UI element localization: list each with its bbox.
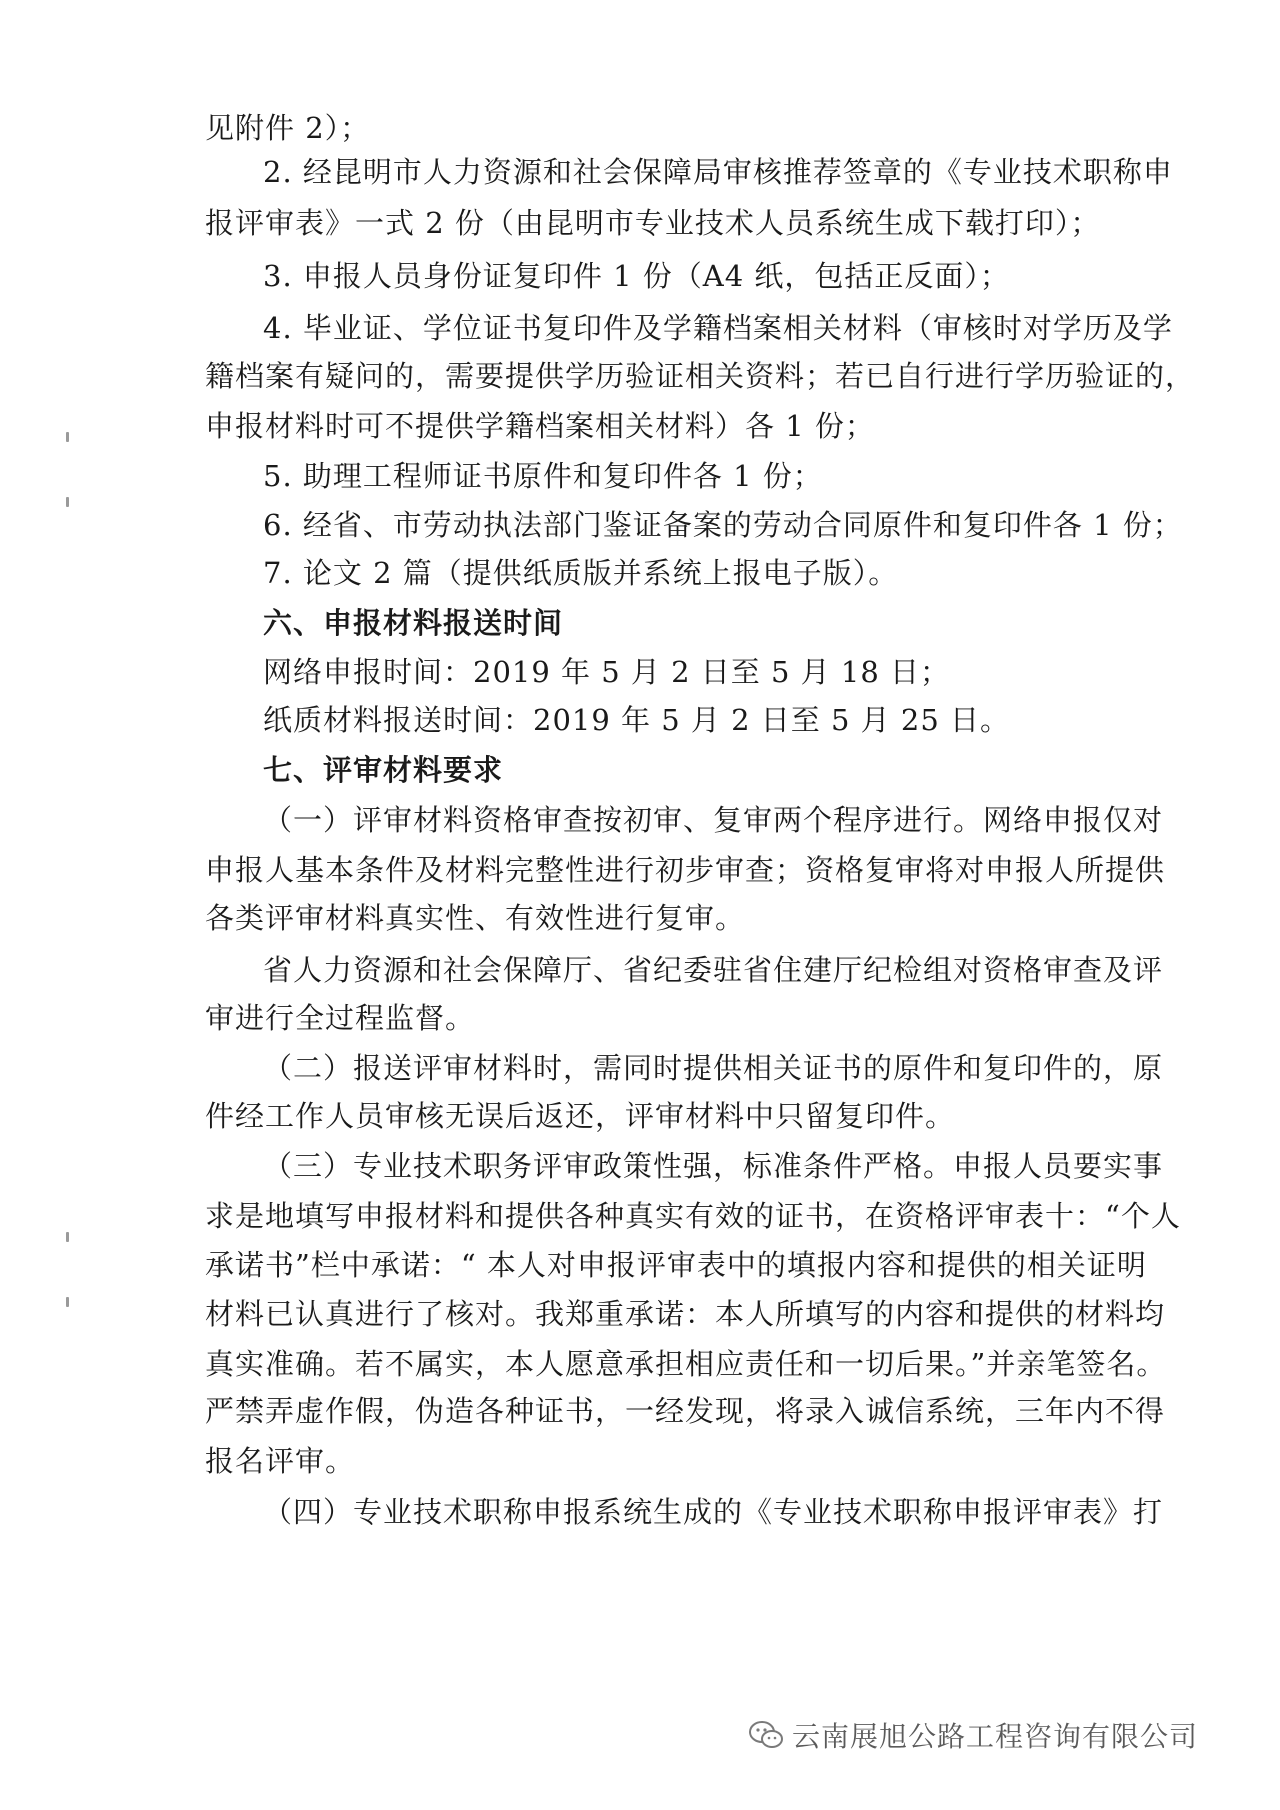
list-item: 7. 论文 2 篇（提供纸质版并系统上报电子版）。 [263, 556, 899, 590]
text-line: 材料已认真进行了核对。我郑重承诺：本人所填写的内容和提供的材料均 [205, 1297, 1166, 1331]
text-line: 申报人基本条件及材料完整性进行初步审查；资格复审将对申报人所提供 [205, 853, 1166, 887]
text-line: 纸质材料报送时间：2019 年 5 月 2 日至 5 月 25 日。 [263, 703, 1011, 737]
watermark [748, 1715, 1198, 1755]
text-line: 报评审表》一式 2 份（由昆明市专业技术人员系统生成下载打印）； [205, 206, 1101, 240]
text-line: 严禁弄虚作假，伪造各种证书，一经发现，将录入诚信系统，三年内不得 [205, 1394, 1166, 1428]
text-line: 见附件 2）； [205, 111, 371, 145]
text-line: 承诺书”栏中承诺：“ 本人对申报评审表中的填报内容和提供的相关证明 [205, 1248, 1147, 1282]
scan-mark [66, 497, 69, 507]
paragraph-start: （四）专业技术职称申报系统生成的《专业技术职称申报评审表》打 [263, 1495, 1164, 1529]
text-line: 网络申报时间：2019 年 5 月 2 日至 5 月 18 日； [263, 655, 951, 689]
section-heading: 六、申报材料报送时间 [263, 606, 564, 640]
text-line: 件经工作人员审核无误后返还，评审材料中只留复印件。 [205, 1099, 956, 1133]
text-line: 籍档案有疑问的，需要提供学历验证相关资料；若已自行进行学历验证的， [205, 359, 1196, 393]
list-item: 4. 毕业证、学位证书复印件及学籍档案相关材料（审核时对学历及学 [263, 311, 1173, 345]
list-item: 6. 经省、市劳动执法部门鉴证备案的劳动合同原件和复印件各 1 份； [263, 508, 1183, 542]
list-item: 5. 助理工程师证书原件和复印件各 1 份； [263, 459, 823, 493]
text-line: 真实准确。若不属实，本人愿意承担相应责任和一切后果。”并亲笔签名。 [205, 1347, 1167, 1381]
text-line: 求是地填写申报材料和提供各种真实有效的证书，在资格评审表十：“个人 [205, 1199, 1181, 1233]
paragraph-start: 省人力资源和社会保障厅、省纪委驻省住建厅纪检组对资格审查及评 [263, 953, 1164, 987]
paragraph-start: （二）报送评审材料时，需同时提供相关证书的原件和复印件的，原 [263, 1051, 1164, 1085]
text-line: 报名评审。 [205, 1444, 356, 1478]
paragraph-start: （一）评审材料资格审查按初审、复审两个程序进行。网络申报仅对 [263, 803, 1164, 837]
text-line: 申报材料时可不提供学籍档案相关材料）各 1 份； [205, 409, 875, 443]
text-line: 各类评审材料真实性、有效性进行复审。 [205, 901, 746, 935]
scan-mark [66, 1297, 69, 1307]
section-heading: 七、评审材料要求 [263, 753, 504, 787]
wechat-icon [748, 1720, 784, 1750]
list-item: 2. 经昆明市人力资源和社会保障局审核推荐签章的《专业技术职称申 [263, 155, 1173, 189]
scan-mark [66, 432, 69, 442]
scan-mark [66, 1232, 69, 1242]
text-line: 审进行全过程监督。 [205, 1001, 476, 1035]
paragraph-start: （三）专业技术职务评审政策性强，标准条件严格。申报人员要实事 [263, 1149, 1164, 1183]
list-item: 3. 申报人员身份证复印件 1 份（A4 纸，包括正反面）； [263, 259, 1010, 293]
watermark-text: 云南展旭公路工程咨询有限公司 [792, 1720, 1199, 1753]
